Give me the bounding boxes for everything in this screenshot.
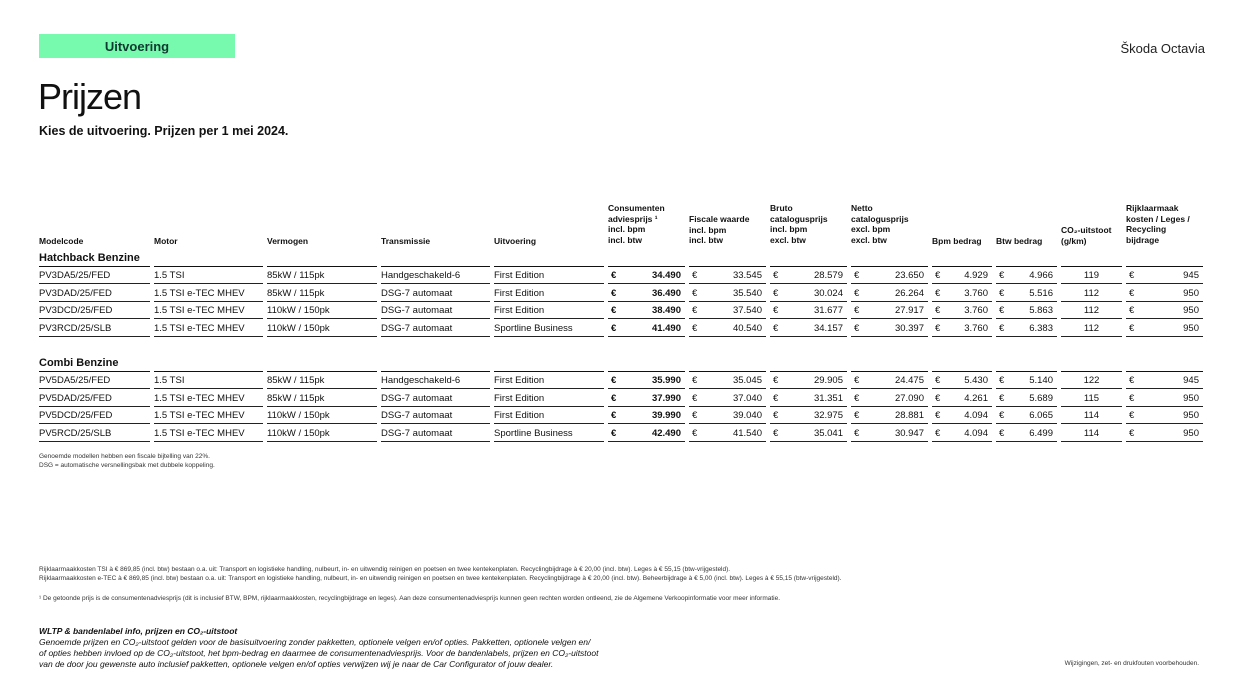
page-subtitle: Kies de uitvoering. Prijzen per 1 mei 2024. bbox=[39, 124, 289, 138]
table-cell-trim: First Edition bbox=[494, 302, 604, 319]
euro-sign: € bbox=[611, 270, 617, 281]
table-cell-btw bbox=[996, 267, 1057, 284]
price-value: 34.157 bbox=[813, 322, 843, 334]
table-cell-code: PV5RCD/25/SLB bbox=[39, 425, 150, 442]
price-value: 950 bbox=[1183, 410, 1199, 421]
table-cell-ready bbox=[1126, 425, 1203, 442]
section-badge: Uitvoering bbox=[39, 34, 235, 58]
price-value: 31.351 bbox=[813, 392, 843, 404]
euro-sign: € bbox=[999, 305, 1005, 316]
table-cell-co2: 114 bbox=[1061, 407, 1122, 424]
euro-sign: € bbox=[692, 375, 698, 386]
table-row bbox=[0, 320, 1244, 337]
euro-sign: € bbox=[999, 322, 1005, 334]
price-value: 37.540 bbox=[732, 305, 762, 316]
price-value: 35.045 bbox=[732, 375, 762, 386]
price-value: 35.540 bbox=[732, 287, 762, 299]
euro-sign: € bbox=[692, 322, 698, 334]
price-value: 39.990 bbox=[651, 410, 681, 421]
euro-sign: € bbox=[773, 305, 779, 316]
price-value: 30.397 bbox=[894, 322, 924, 334]
table-cell-gross bbox=[770, 302, 847, 319]
euro-sign: € bbox=[611, 427, 617, 439]
euro-sign: € bbox=[692, 305, 698, 316]
table-cell-code: PV5DCD/25/FED bbox=[39, 407, 150, 424]
price-value: 950 bbox=[1183, 305, 1199, 316]
price-value: 950 bbox=[1183, 322, 1199, 334]
table-cell-co2: 119 bbox=[1061, 267, 1122, 284]
euro-sign: € bbox=[611, 322, 617, 334]
table-cell-fiscal bbox=[689, 372, 766, 389]
table-row bbox=[0, 267, 1244, 284]
table-cell-motor: 1.5 TSI bbox=[154, 267, 263, 284]
table-cell-power: 85kW / 115pk bbox=[267, 285, 377, 302]
euro-sign: € bbox=[1129, 375, 1135, 386]
header-net-price: Netto catalogusprijs excl. bpm excl. btw bbox=[851, 203, 909, 245]
table-cell-gross bbox=[770, 390, 847, 407]
price-value: 24.475 bbox=[894, 375, 924, 386]
header-transmission: Transmissie bbox=[381, 236, 431, 246]
table-cell-bpm bbox=[932, 285, 992, 302]
table-cell-consumer bbox=[608, 320, 685, 337]
table-cell-motor: 1.5 TSI e-TEC MHEV bbox=[154, 425, 263, 442]
price-value: 28.881 bbox=[894, 410, 924, 421]
price-value: 3.760 bbox=[964, 305, 988, 316]
price-value: 4.929 bbox=[964, 270, 988, 281]
table-cell-trans: DSG-7 automaat bbox=[381, 285, 490, 302]
table-cell-consumer bbox=[608, 407, 685, 424]
table-cell-motor: 1.5 TSI e-TEC MHEV bbox=[154, 407, 263, 424]
euro-sign: € bbox=[692, 392, 698, 404]
table-cell-trim: First Edition bbox=[494, 285, 604, 302]
euro-sign: € bbox=[1129, 270, 1135, 281]
euro-sign: € bbox=[935, 270, 941, 281]
table-cell-btw bbox=[996, 302, 1057, 319]
table-cell-code: PV5DA5/25/FED bbox=[39, 372, 150, 389]
euro-sign: € bbox=[1129, 427, 1135, 439]
table-cell-consumer bbox=[608, 302, 685, 319]
euro-sign: € bbox=[935, 375, 941, 386]
table-cell-gross bbox=[770, 267, 847, 284]
header-gross-price: Bruto catalogusprijs incl. bpm excl. btw bbox=[770, 203, 828, 245]
euro-sign: € bbox=[692, 287, 698, 299]
price-value: 5.689 bbox=[1029, 392, 1053, 404]
table-cell-fiscal bbox=[689, 285, 766, 302]
euro-sign: € bbox=[935, 392, 941, 404]
table-cell-net bbox=[851, 267, 928, 284]
table-cell-power: 85kW / 115pk bbox=[267, 390, 377, 407]
euro-sign: € bbox=[935, 410, 941, 421]
header-trim: Uitvoering bbox=[494, 236, 537, 246]
euro-sign: € bbox=[773, 287, 779, 299]
euro-sign: € bbox=[854, 305, 860, 316]
euro-sign: € bbox=[999, 270, 1005, 281]
euro-sign: € bbox=[935, 427, 941, 439]
euro-sign: € bbox=[854, 287, 860, 299]
price-value: 6.499 bbox=[1029, 427, 1053, 439]
table-cell-net bbox=[851, 320, 928, 337]
table-cell-co2: 114 bbox=[1061, 425, 1122, 442]
price-value: 945 bbox=[1183, 375, 1199, 386]
table-cell-gross bbox=[770, 425, 847, 442]
table-cell-co2: 115 bbox=[1061, 390, 1122, 407]
table-cell-consumer bbox=[608, 267, 685, 284]
table-row bbox=[0, 372, 1244, 389]
table-cell-code: PV3RCD/25/SLB bbox=[39, 320, 150, 337]
euro-sign: € bbox=[773, 392, 779, 404]
table-cell-gross bbox=[770, 372, 847, 389]
price-value: 30.947 bbox=[894, 427, 924, 439]
table-cell-power: 110kW / 150pk bbox=[267, 320, 377, 337]
table-cell-motor: 1.5 TSI e-TEC MHEV bbox=[154, 390, 263, 407]
table-cell-bpm bbox=[932, 372, 992, 389]
euro-sign: € bbox=[854, 322, 860, 334]
euro-sign: € bbox=[611, 392, 617, 404]
table-cell-bpm bbox=[932, 390, 992, 407]
price-value: 34.490 bbox=[651, 270, 681, 281]
euro-sign: € bbox=[1129, 287, 1135, 299]
price-value: 41.540 bbox=[732, 427, 762, 439]
table-cell-btw bbox=[996, 407, 1057, 424]
euro-sign: € bbox=[999, 287, 1005, 299]
price-value: 27.917 bbox=[894, 305, 924, 316]
section-title-hatchback: Hatchback Benzine bbox=[39, 252, 140, 264]
price-value: 33.545 bbox=[732, 270, 762, 281]
table-cell-trans: Handgeschakeld-6 bbox=[381, 267, 490, 284]
price-value: 29.905 bbox=[813, 375, 843, 386]
table-cell-co2: 122 bbox=[1061, 372, 1122, 389]
table-cell-co2: 112 bbox=[1061, 285, 1122, 302]
price-value: 42.490 bbox=[651, 427, 681, 439]
header-btw: Btw bedrag bbox=[996, 236, 1043, 246]
price-value: 30.024 bbox=[813, 287, 843, 299]
price-value: 4.261 bbox=[964, 392, 988, 404]
table-cell-motor: 1.5 TSI bbox=[154, 372, 263, 389]
table-cell-fiscal bbox=[689, 407, 766, 424]
table-cell-power: 110kW / 150pk bbox=[267, 302, 377, 319]
euro-sign: € bbox=[1129, 322, 1135, 334]
euro-sign: € bbox=[611, 305, 617, 316]
table-cell-co2: 112 bbox=[1061, 320, 1122, 337]
euro-sign: € bbox=[999, 410, 1005, 421]
price-value: 37.990 bbox=[651, 392, 681, 404]
table-cell-gross bbox=[770, 320, 847, 337]
header-consumer-price: Consumenten adviesprijs ¹ incl. bpm incl. btw bbox=[608, 203, 665, 245]
table-row bbox=[0, 425, 1244, 442]
header-bpm: Bpm bedrag bbox=[932, 236, 982, 246]
table-cell-net bbox=[851, 302, 928, 319]
table-cell-trans: DSG-7 automaat bbox=[381, 302, 490, 319]
euro-sign: € bbox=[935, 287, 941, 299]
table-cell-fiscal bbox=[689, 425, 766, 442]
table-row bbox=[0, 407, 1244, 424]
notes: Genoemde modellen hebben een fiscale bijtelling van 22%. DSG = automatische versnellingsbak met dubbele koppeling. bbox=[39, 453, 215, 469]
table-cell-consumer bbox=[608, 285, 685, 302]
euro-sign: € bbox=[854, 410, 860, 421]
header-fiscal-value: Fiscale waarde incl. bpm incl. btw bbox=[689, 214, 750, 245]
table-cell-ready bbox=[1126, 302, 1203, 319]
table-cell-ready bbox=[1126, 267, 1203, 284]
table-cell-power: 110kW / 150pk bbox=[267, 425, 377, 442]
table-cell-power: 110kW / 150pk bbox=[267, 407, 377, 424]
table-cell-bpm bbox=[932, 267, 992, 284]
table-cell-net bbox=[851, 390, 928, 407]
table-cell-bpm bbox=[932, 425, 992, 442]
table-cell-fiscal bbox=[689, 390, 766, 407]
price-value: 27.090 bbox=[894, 392, 924, 404]
table-row bbox=[0, 390, 1244, 407]
euro-sign: € bbox=[1129, 410, 1135, 421]
disclaimer: Wijzigingen, zet- en drukfouten voorbehouden. bbox=[1064, 660, 1199, 667]
table-cell-btw bbox=[996, 285, 1057, 302]
footnote-ready-costs: Rijklaarmaakkosten TSI à € 869,85 (incl. btw) bestaan o.a. uit: Transport en logistieke handling, nulbeurt, in- en uitwendig reinigen en poetsen en twee kentekenplaten. Recyclingbijdrage à € 20,00 (incl. btw). Leges à € 55,15 (btw-vrijgesteld). Rijklaarmaakkosten e-TEC à € 869,85 (incl. btw) bestaan o.a. uit: Transport en logistieke handling, nulbeurt, in- en uitwendig reinigen en poetsen en twee kentekenplaten. Recyclingbijdrage à € 20,00 (incl. btw). Beheerbijdrage à € 5,00 (incl. btw). Leges à € 55,15 (btw-vrijgesteld). bbox=[39, 566, 842, 582]
price-value: 31.677 bbox=[813, 305, 843, 316]
price-value: 3.760 bbox=[964, 287, 988, 299]
table-cell-power: 85kW / 115pk bbox=[267, 372, 377, 389]
table-cell-trans: Handgeschakeld-6 bbox=[381, 372, 490, 389]
header-ready-costs: Rijklaarmaak kosten / Leges / Recycling bijdrage bbox=[1126, 203, 1190, 245]
table-cell-ready bbox=[1126, 407, 1203, 424]
price-value: 945 bbox=[1183, 270, 1199, 281]
table-cell-ready bbox=[1126, 372, 1203, 389]
price-value: 32.975 bbox=[813, 410, 843, 421]
price-value: 35.041 bbox=[813, 427, 843, 439]
price-value: 26.264 bbox=[894, 287, 924, 299]
table-cell-bpm bbox=[932, 320, 992, 337]
table-cell-trim: First Edition bbox=[494, 390, 604, 407]
price-value: 950 bbox=[1183, 392, 1199, 404]
table-cell-btw bbox=[996, 372, 1057, 389]
table-cell-net bbox=[851, 407, 928, 424]
table-row bbox=[0, 302, 1244, 319]
table-cell-motor: 1.5 TSI e-TEC MHEV bbox=[154, 320, 263, 337]
table-cell-trans: DSG-7 automaat bbox=[381, 407, 490, 424]
price-value: 23.650 bbox=[894, 270, 924, 281]
table-cell-ready bbox=[1126, 390, 1203, 407]
price-value: 41.490 bbox=[651, 322, 681, 334]
table-cell-ready bbox=[1126, 285, 1203, 302]
table-cell-net bbox=[851, 285, 928, 302]
euro-sign: € bbox=[692, 410, 698, 421]
euro-sign: € bbox=[854, 270, 860, 281]
price-value: 3.760 bbox=[964, 322, 988, 334]
euro-sign: € bbox=[935, 322, 941, 334]
euro-sign: € bbox=[854, 427, 860, 439]
table-cell-code: PV3DAD/25/FED bbox=[39, 285, 150, 302]
table-cell-gross bbox=[770, 407, 847, 424]
header-model: Modelcode bbox=[39, 236, 84, 246]
header-co2: CO₂-uitstoot (g/km) bbox=[1061, 225, 1112, 246]
price-value: 4.966 bbox=[1029, 270, 1053, 281]
table-cell-consumer bbox=[608, 390, 685, 407]
euro-sign: € bbox=[692, 270, 698, 281]
euro-sign: € bbox=[773, 410, 779, 421]
euro-sign: € bbox=[1129, 392, 1135, 404]
price-value: 6.065 bbox=[1029, 410, 1053, 421]
wltp-info: WLTP & bandenlabel info, prijzen en CO₂-uitstoot Genoemde prijzen en CO₂-uitstoot gelden voor de basisuitvoering zonder pakketten, optionele velgen en/of opties. Pakketten, optionele velgen en/ of opties hebben invloed op de CO₂-uitstoot, het bpm-bedrag en daarmee de consumentenadviesprijs. Voor de bandenlabels, prijzen en CO₂-uitstoot van de door jou gewenste auto inclusief pakketten, optionele velgen en/of opties verwijzen wij je naar de Car Configurator of jouw dealer. bbox=[39, 626, 599, 669]
page-title: Prijzen bbox=[38, 76, 142, 117]
table-cell-trim: First Edition bbox=[494, 267, 604, 284]
table-cell-bpm bbox=[932, 407, 992, 424]
price-value: 35.990 bbox=[651, 375, 681, 386]
section-title-combi: Combi Benzine bbox=[39, 357, 119, 369]
table-row bbox=[0, 285, 1244, 302]
euro-sign: € bbox=[854, 375, 860, 386]
table-cell-code: PV3DCD/25/FED bbox=[39, 302, 150, 319]
euro-sign: € bbox=[999, 392, 1005, 404]
table-cell-net bbox=[851, 425, 928, 442]
euro-sign: € bbox=[773, 427, 779, 439]
table-cell-gross bbox=[770, 285, 847, 302]
euro-sign: € bbox=[999, 375, 1005, 386]
table-cell-btw bbox=[996, 320, 1057, 337]
euro-sign: € bbox=[773, 270, 779, 281]
price-value: 37.040 bbox=[732, 392, 762, 404]
euro-sign: € bbox=[692, 427, 698, 439]
table-cell-net bbox=[851, 372, 928, 389]
euro-sign: € bbox=[611, 410, 617, 421]
price-value: 6.383 bbox=[1029, 322, 1053, 334]
price-value: 4.094 bbox=[964, 410, 988, 421]
price-value: 950 bbox=[1183, 287, 1199, 299]
price-value: 28.579 bbox=[813, 270, 843, 281]
euro-sign: € bbox=[773, 322, 779, 334]
brand-name: Škoda Octavia bbox=[1120, 41, 1205, 56]
table-cell-trans: DSG-7 automaat bbox=[381, 390, 490, 407]
price-value: 39.040 bbox=[732, 410, 762, 421]
price-value: 5.140 bbox=[1029, 375, 1053, 386]
table-cell-code: PV5DAD/25/FED bbox=[39, 390, 150, 407]
table-cell-fiscal bbox=[689, 302, 766, 319]
table-cell-trim: First Edition bbox=[494, 407, 604, 424]
table-cell-btw bbox=[996, 425, 1057, 442]
table-cell-trim: Sportline Business bbox=[494, 320, 604, 337]
euro-sign: € bbox=[935, 305, 941, 316]
header-motor: Motor bbox=[154, 236, 178, 246]
header-power: Vermogen bbox=[267, 236, 309, 246]
table-cell-power: 85kW / 115pk bbox=[267, 267, 377, 284]
price-value: 5.516 bbox=[1029, 287, 1053, 299]
price-value: 40.540 bbox=[732, 322, 762, 334]
table-cell-trans: DSG-7 automaat bbox=[381, 320, 490, 337]
euro-sign: € bbox=[611, 375, 617, 386]
table-cell-bpm bbox=[932, 302, 992, 319]
euro-sign: € bbox=[1129, 305, 1135, 316]
price-value: 5.863 bbox=[1029, 305, 1053, 316]
table-cell-code: PV3DA5/25/FED bbox=[39, 267, 150, 284]
table-cell-trim: Sportline Business bbox=[494, 425, 604, 442]
table-cell-consumer bbox=[608, 425, 685, 442]
euro-sign: € bbox=[854, 392, 860, 404]
euro-sign: € bbox=[611, 287, 617, 299]
table-cell-fiscal bbox=[689, 320, 766, 337]
footnote-consumer-price: ¹ De getoonde prijs is de consumentenadviesprijs (dit is inclusief BTW, BPM, rijklaarmaakkosten, recyclingbijdrage en leges). Aan deze consumentenadviesprijs kunnen geen rechten worden ontleend, zie de Algemene Verkoopinformatie voor meer informatie. bbox=[39, 595, 781, 602]
euro-sign: € bbox=[999, 427, 1005, 439]
table-cell-co2: 112 bbox=[1061, 302, 1122, 319]
table-cell-trim: First Edition bbox=[494, 372, 604, 389]
price-value: 38.490 bbox=[651, 305, 681, 316]
euro-sign: € bbox=[773, 375, 779, 386]
price-value: 4.094 bbox=[964, 427, 988, 439]
table-cell-motor: 1.5 TSI e-TEC MHEV bbox=[154, 302, 263, 319]
table-cell-btw bbox=[996, 390, 1057, 407]
price-value: 36.490 bbox=[651, 287, 681, 299]
price-value: 5.430 bbox=[964, 375, 988, 386]
table-cell-trans: DSG-7 automaat bbox=[381, 425, 490, 442]
price-value: 950 bbox=[1183, 427, 1199, 439]
table-cell-consumer bbox=[608, 372, 685, 389]
table-cell-ready bbox=[1126, 320, 1203, 337]
table-cell-fiscal bbox=[689, 267, 766, 284]
table-cell-motor: 1.5 TSI e-TEC MHEV bbox=[154, 285, 263, 302]
